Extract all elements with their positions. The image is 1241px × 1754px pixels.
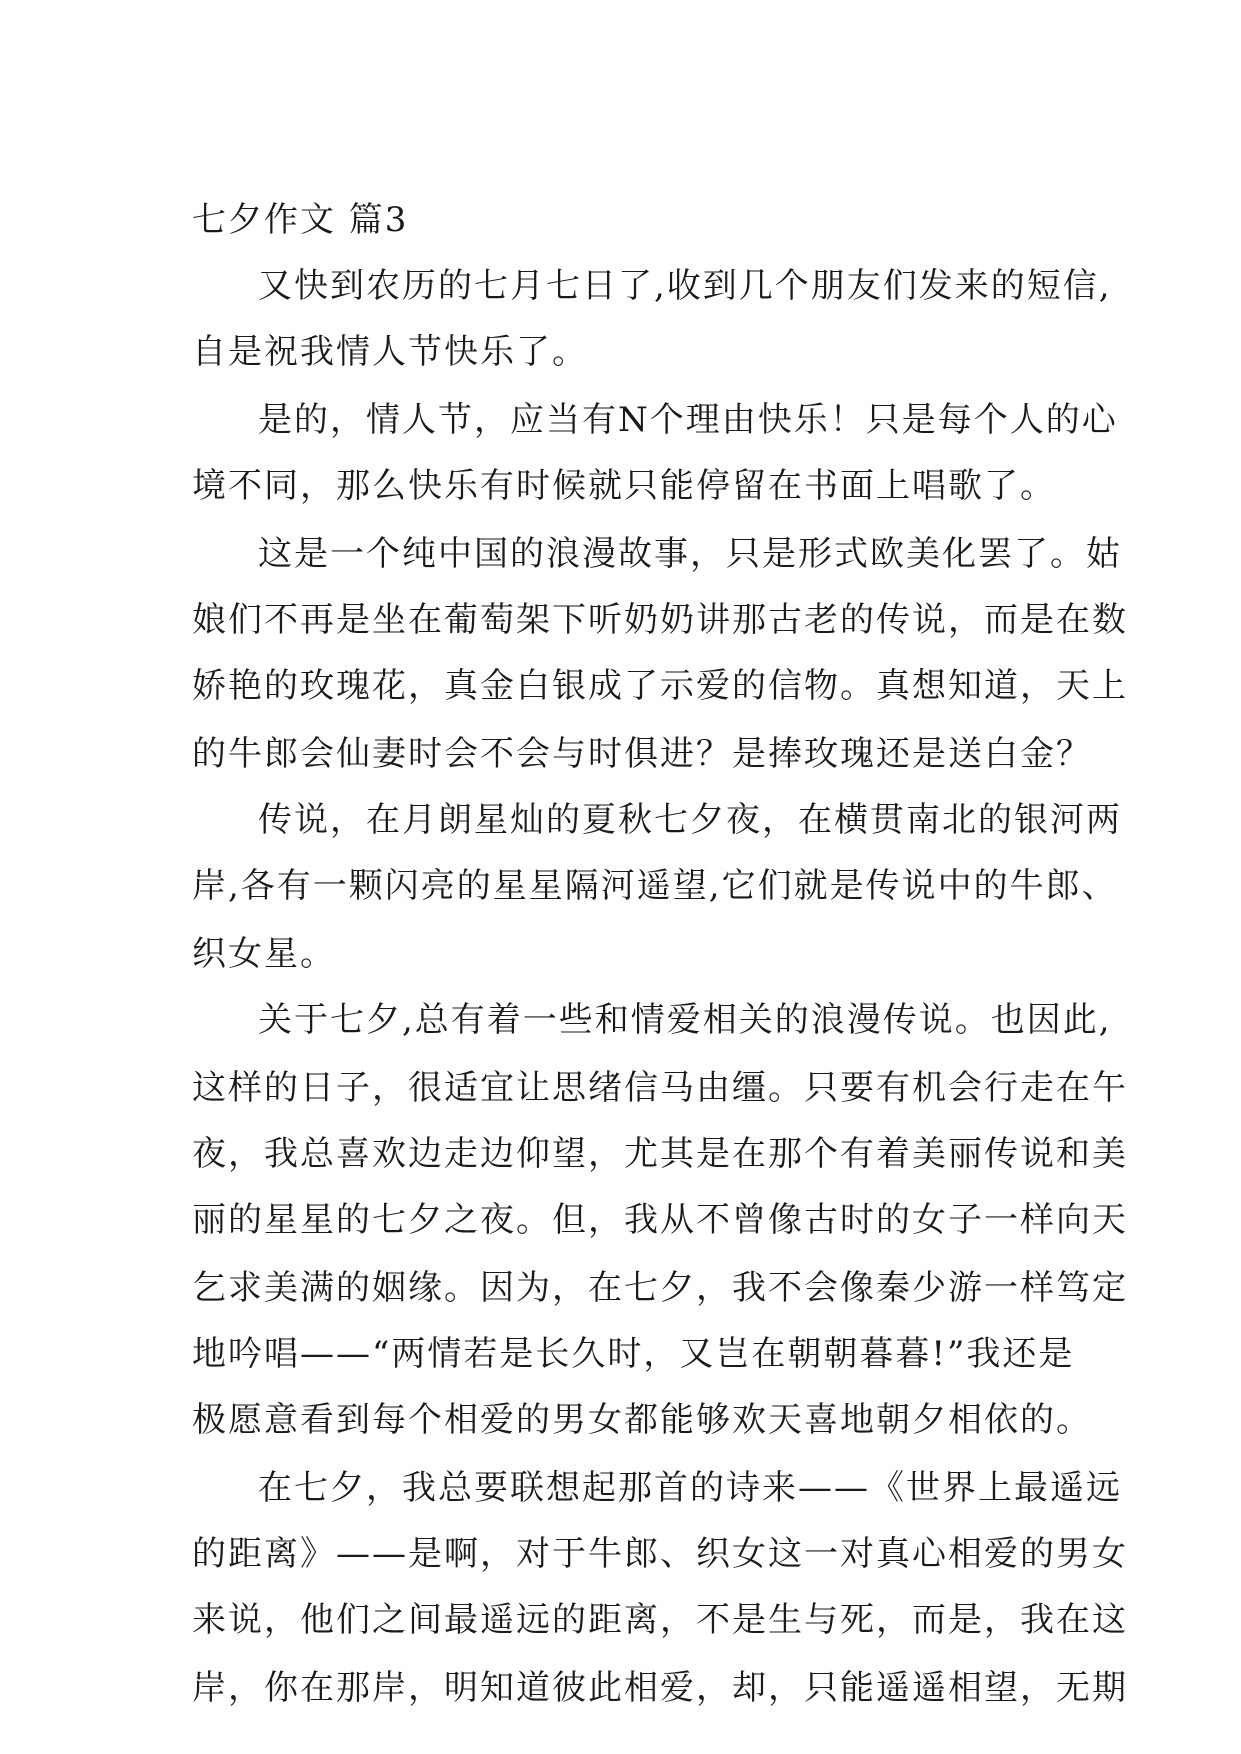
text-line: 传说，在月朗星灿的夏秋七夕夜，在横贯南北的银河两 bbox=[258, 800, 1122, 840]
text-line: 关于七夕,总有着一些和情爱相关的浪漫传说。也因此, bbox=[258, 1000, 1112, 1040]
text-line: 这样的日子，很适宜让思绪信马由缰。只要有机会行走在午 bbox=[192, 1068, 1128, 1108]
text-line: 是的，情人节，应当有N个理由快乐！只是每个人的心 bbox=[258, 400, 1118, 440]
text-line: 娘们不再是坐在葡萄架下听奶奶讲那古老的传说，而是在数 bbox=[192, 600, 1128, 640]
text-line: 这是一个纯中国的浪漫故事，只是形式欧美化罢了。姑 bbox=[258, 534, 1122, 574]
text-line: 岸,各有一颗闪亮的星星隔河遥望,它们就是传说中的牛郎、 bbox=[192, 866, 1118, 906]
text-line: 自是祝我情人节快乐了。 bbox=[192, 332, 588, 372]
text-line: 的距离》——是啊，对于牛郎、织女这一对真心相爱的男女 bbox=[192, 1534, 1128, 1574]
text-line: 又快到农历的七月七日了,收到几个朋友们发来的短信, bbox=[258, 266, 1112, 306]
text-line: 夜，我总喜欢边走边仰望，尤其是在那个有着美丽传说和美 bbox=[192, 1134, 1128, 1174]
text-line: 岸，你在那岸，明知道彼此相爱，却，只能遥遥相望，无期 bbox=[192, 1668, 1128, 1708]
text-line: 来说，他们之间最遥远的距离，不是生与死，而是，我在这 bbox=[192, 1600, 1128, 1640]
text-line: 的牛郎会仙妻时会不会与时俱进？是捧玫瑰还是送白金？ bbox=[192, 734, 1092, 774]
text-line: 乞求美满的姻缘。因为，在七夕，我不会像秦少游一样笃定 bbox=[192, 1268, 1128, 1308]
text-line: 极愿意看到每个相爱的男女都能够欢天喜地朝夕相依的。 bbox=[192, 1400, 1092, 1440]
text-line: 丽的星星的七夕之夜。但，我从不曾像古时的女子一样向天 bbox=[192, 1200, 1128, 1240]
text-line: 境不同，那么快乐有时候就只能停留在书面上唱歌了。 bbox=[192, 466, 1056, 506]
text-line: 在七夕，我总要联想起那首的诗来——《世界上最遥远 bbox=[258, 1468, 1122, 1508]
text-line: 织女星。 bbox=[192, 934, 336, 974]
document-title: 七夕作文 篇3 bbox=[192, 200, 409, 240]
text-line: 娇艳的玫瑰花，真金白银成了示爱的信物。真想知道，天上 bbox=[192, 666, 1128, 706]
text-line: 地吟唱——“两情若是长久时，又岂在朝朝暮暮!”我还是 bbox=[192, 1334, 1075, 1374]
